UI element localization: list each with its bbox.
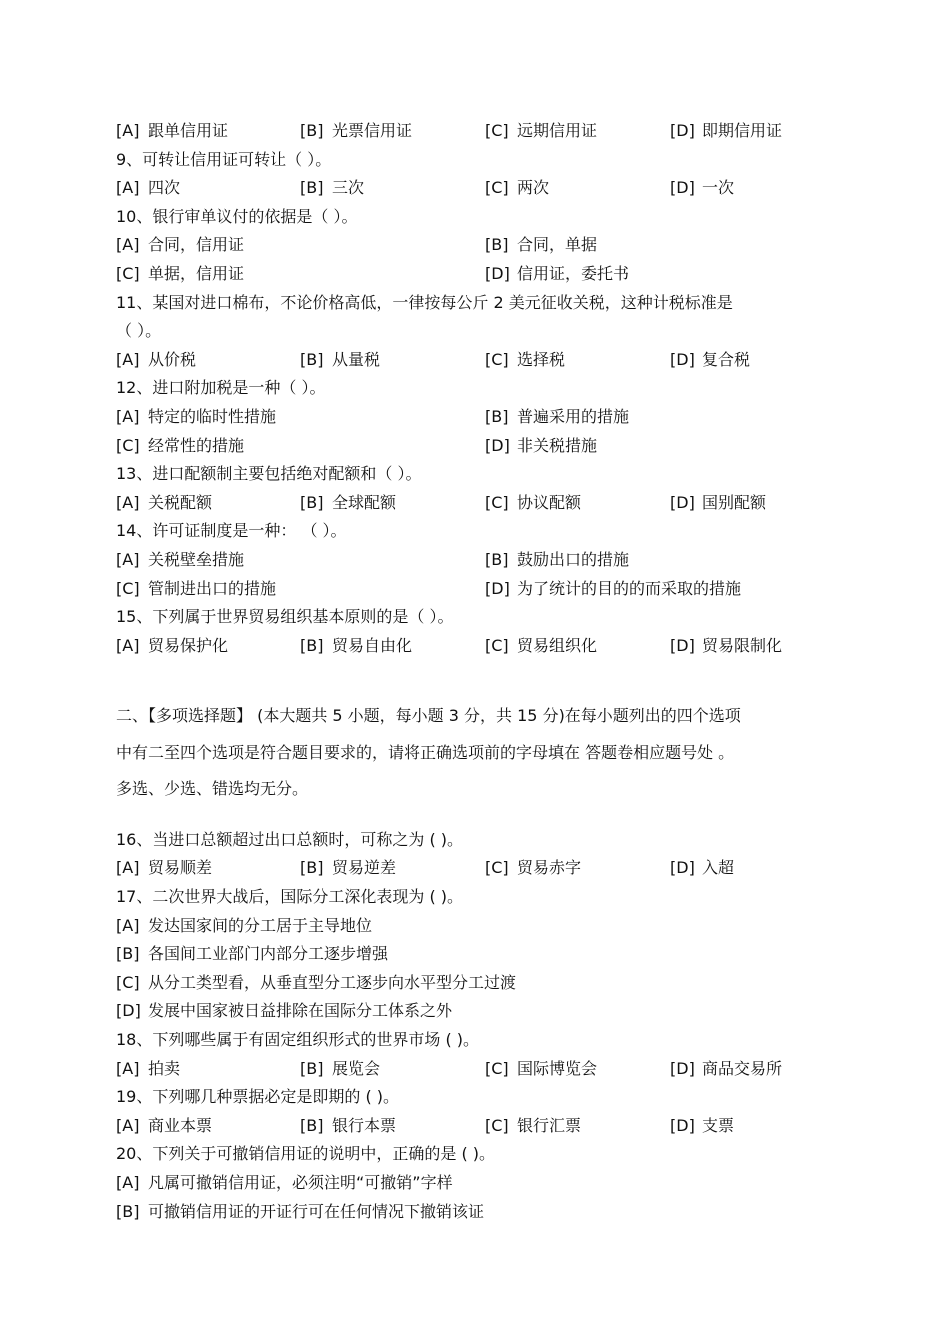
question-12: 12、进口附加税是一种（ ）。 xyxy=(116,378,326,398)
option-a: [A] 跟单信用证 xyxy=(116,121,229,140)
option-c: [C] 单据，信用证 xyxy=(116,263,245,283)
option-a: [A] 关税配额 xyxy=(116,492,213,512)
option-b: [B] 银行本票 xyxy=(300,1115,397,1135)
q10-options-ab xyxy=(116,231,836,260)
option-a: [A] 四次 xyxy=(116,178,181,198)
option-a: [A] 贸易顺差 xyxy=(116,858,213,878)
q12-options-cd xyxy=(116,432,836,461)
q19-options xyxy=(116,1112,836,1141)
q10-options-cd xyxy=(116,260,836,289)
option-d: [D] 商品交易所 xyxy=(670,1058,783,1078)
question-11: 11、某国对进口棉布，不论价格高低，一律按每公斤 2 美元征收关税，这种计税标准是 xyxy=(116,292,733,312)
q20-option-a: [A] 凡属可撤销信用证，必须注明“可撤销”字样 xyxy=(116,1172,453,1192)
q18-options xyxy=(116,1055,836,1084)
option-b: [B] 光票信用证 xyxy=(300,121,413,140)
question-14: 14、许可证制度是一种： （ ）。 xyxy=(116,521,347,541)
question-13: 13、进口配额制主要包括绝对配额和（ ）。 xyxy=(116,464,422,484)
option-b: [B] 从量税 xyxy=(300,349,381,369)
q14-options-ab xyxy=(116,546,836,575)
option-b: [B] 贸易逆差 xyxy=(300,858,397,878)
option-d: [D] 国别配额 xyxy=(670,492,767,512)
option-c: [C] 贸易组织化 xyxy=(485,635,598,655)
q17-option-a: [A] 发达国家间的分工居于主导地位 xyxy=(116,915,373,935)
document-page xyxy=(116,117,836,1226)
option-c: [C] 选择税 xyxy=(485,349,566,369)
option-d: [D] 一次 xyxy=(670,178,735,198)
question-9: 9、可转让信用证可转让（ ）。 xyxy=(116,149,332,169)
question-19: 19、下列哪几种票据必定是即期的 ( )。 xyxy=(116,1087,400,1107)
option-a: [A] 合同，信用证 xyxy=(116,235,245,255)
option-d: [D] 非关税措施 xyxy=(485,435,598,455)
q17-option-b: [B] 各国间工业部门内部分工逐步增强 xyxy=(116,944,389,964)
section-2-line-3: 多选、少选、错选均无分。 xyxy=(116,779,309,799)
option-d: [D] 信用证，委托书 xyxy=(485,263,630,283)
question-18: 18、下列哪些属于有固定组织形式的世界市场 ( )。 xyxy=(116,1029,480,1049)
option-c: [C] 协议配额 xyxy=(485,492,582,512)
option-b: [B] 贸易自由化 xyxy=(300,635,413,655)
section-2-line-1: 二、【多项选择题】 (本大题共 5 小题，每小题 3 分，共 15 分)在每小题列出的四个选项 xyxy=(116,706,741,726)
option-d: [D] 贸易限制化 xyxy=(670,635,783,655)
q12-options-ab xyxy=(116,403,836,432)
question-11-cont: （ ）。 xyxy=(116,321,162,341)
option-b: [B] 合同，单据 xyxy=(485,235,598,255)
option-a: [A] 关税壁垒措施 xyxy=(116,549,245,569)
q15-options xyxy=(116,632,836,661)
option-c: [C] 贸易赤字 xyxy=(485,858,582,878)
option-b: [B] 三次 xyxy=(300,178,365,198)
option-c: [C] 经常性的措施 xyxy=(116,435,245,455)
section-2-instructions xyxy=(116,698,836,808)
q14-options-cd xyxy=(116,575,836,604)
q17-option-d: [D] 发展中国家被日益排除在国际分工体系之外 xyxy=(116,1001,453,1021)
option-b: [B] 全球配额 xyxy=(300,492,397,512)
option-d: [D] 为了统计的目的的而采取的措施 xyxy=(485,578,742,598)
option-c: [C] 两次 xyxy=(485,178,550,198)
q9-options xyxy=(116,174,836,203)
option-b: [B] 鼓励出口的措施 xyxy=(485,549,630,569)
option-c: [C] 远期信用证 xyxy=(485,121,598,140)
option-c: [C] 银行汇票 xyxy=(485,1115,582,1135)
question-20: 20、下列关于可撤销信用证的说明中，正确的是 ( )。 xyxy=(116,1144,496,1164)
option-a: [A] 贸易保护化 xyxy=(116,635,229,655)
question-17: 17、二次世界大战后，国际分工深化表现为 ( )。 xyxy=(116,886,464,906)
option-d: [D] 入超 xyxy=(670,858,735,878)
option-b: [B] 展览会 xyxy=(300,1058,381,1078)
question-10: 10、银行审单议付的依据是（ ）。 xyxy=(116,206,358,226)
option-d: [D] 支票 xyxy=(670,1115,735,1135)
option-c: [C] 国际博览会 xyxy=(485,1058,598,1078)
section-2-line-2: 中有二至四个选项是符合题目要求的，请将正确选项前的字母填在 答题卷相应题号处 。 xyxy=(116,742,735,762)
option-b: [B] 普遍采用的措施 xyxy=(485,406,630,426)
option-a: [A] 拍卖 xyxy=(116,1058,181,1078)
question-16: 16、当进口总额超过出口总额时，可称之为 ( )。 xyxy=(116,829,464,849)
q16-options xyxy=(116,854,836,883)
q17-option-c: [C] 从分工类型看，从垂直型分工逐步向水平型分工过渡 xyxy=(116,972,517,992)
q11-options xyxy=(116,346,836,375)
option-c: [C] 管制进出口的措施 xyxy=(116,578,277,598)
q8-options xyxy=(116,117,836,146)
spacer xyxy=(116,808,836,826)
q13-options xyxy=(116,489,836,518)
option-a: [A] 特定的临时性措施 xyxy=(116,406,277,426)
question-15: 15、下列属于世界贸易组织基本原则的是（ ）。 xyxy=(116,607,454,627)
option-a: [A] 从价税 xyxy=(116,349,197,369)
option-a: [A] 商业本票 xyxy=(116,1115,213,1135)
q20-option-b: [B] 可撤销信用证的开证行可在任何情况下撤销该证 xyxy=(116,1201,485,1221)
option-d: [D] 复合税 xyxy=(670,349,751,369)
option-d: [D] 即期信用证 xyxy=(670,121,783,140)
